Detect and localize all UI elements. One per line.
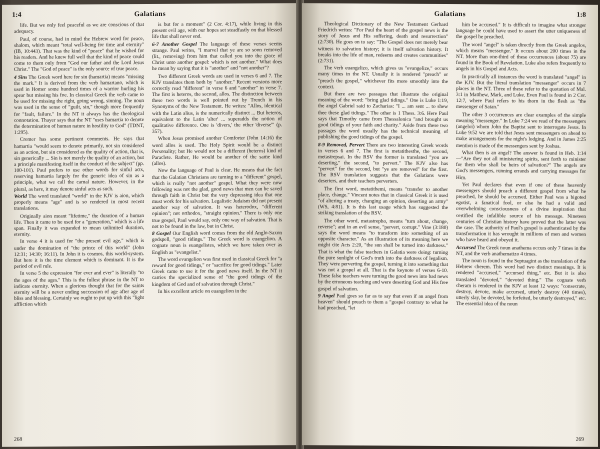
page-number-left: 268 (14, 436, 23, 443)
paragraph-text: Cremer has some pertinent comments. He says that hamartia "would seem to denote primarily, not sin considered as an action, but sin considered as the quality of action, that is, sin generically ... Sin is not merely the quality of an action, but a principle manifesting itself in the conduct of the subject" (pp. 100-101). Paul prefers to use other words for sinful acts, reserving hamartia largely for the generic idea of sin as a principle, what we call the carnal nature. However, in the plural, as here, it may denote sinful acts as such. (14, 136, 144, 193)
chapter-verse-right: 1:8 (576, 10, 586, 19)
section-paragraph (318, 293, 448, 312)
section-paragraph (14, 193, 144, 212)
paragraph-text: But there are two passages that illustrate the original meaning of the word: "bring glad tidings." One is Luke 1:19, the angel Gabriel said to Zacharias: "I ... am sent ... to shew thee these glad tidings." The other is 1 Thess. 3:6. Here Paul says that Timothy came from Thessalonica "and brought us good tidings of your faith and charity." Aside from these two passages the word usually has the technical meaning of publishing the good tidings of the gospel. (318, 91, 448, 141)
section-paragraph (14, 74, 144, 136)
paragraph-text: The noun is found in the Septuagint as the translation of the Hebrew cherem. This word had two distinct meanings. It is rendered "accursed," "accursed thing," etc. But it is also translated "devoted," "devoted thing." The cognate verb cheram is rendered in the KJV at least 12 ways: "consecrate, destroy, devote, make accursed, utterly destroy (40 times), utterly slay, be devoted, be forfeited, be utterly destroyed," etc. The essential idea of the noun (456, 258, 586, 308)
paragraph-text: The language of these verses seems strange. Paul writes, "I marvel that ye are so soon removed (lit., removing) from him that called you into the grace of Christ unto another gospel: which is not another." What does he mean by saying that it is "another" and "not another"? (152, 40, 282, 73)
paragraph-text: The word evangelion was first used in classical Greek for "a reward for good tidings," or "sacrifice for good tidings." Later Greek came to use it for the good news itself. In the NT it carries the specialized sense of "the good tidings of the kingdom of God and of salvation through Christ." (152, 256, 282, 288)
paragraph (152, 21, 282, 40)
paragraph (456, 182, 586, 244)
paragraph (456, 150, 586, 182)
paragraph (14, 22, 144, 35)
paragraph-text: The other 3 occurrences are clear examples of the simple meaning "messenger." In Luke 7:24 we read of the messengers (angeloi) whom John the Baptist sent to interrogate Jesus. In Luke 9:52 we are told that Jesus sent messengers on ahead to make arrangements for the night's lodging. And in James 2:25 mention is made of the messengers sent by Joshua. (456, 111, 586, 150)
paragraph-text: Theological Dictionary of the New Testament Gerhard Friedrich writes: "For Paul the heart of the gospel news is the story of Jesus and His suffering, death and resurrection" (2:730). He goes on to say: "The Gospel does not merely bear witness to salvation history; it is itself salvation history. It breaks into the life of man, redeems and creates communities" (2:731). (318, 21, 448, 65)
paragraph-text: In verse 5 the expression "for ever and ever" is literally "to the ages of the ages." This is the fullest phrase in the NT to indicate eternity. When a glorious thought that for the saints eternity will be a never ending succession of age after age of bliss and blessing. Certainly we ought to put up with this "light affliction which (14, 270, 144, 309)
section-heading: 6-7 Another Gospel (152, 41, 197, 48)
section-paragraph (152, 41, 282, 73)
paragraph-text: Paul goes so far as to say that even if an angel from heaven" should preach to them a "gospel contrary to what he had preached, "let (318, 293, 448, 312)
chapter-verse-left: 1:4 (12, 10, 22, 19)
paragraph (152, 136, 282, 168)
paragraph-text: There are two interesting Greek words in verses 6 and 7. The first is metatithesthe, the second, metastrepsai. In the RSV the former is translated "you are deserting," the second, "to pervert." The KJV also has "pervert" for the second, but "ye are removed" for the first. The RSV translation suggests that the Galatians were deserters, and their teachers perverters. (318, 142, 448, 186)
book-title-left: Galatians (134, 9, 166, 19)
paragraph-text: Two different Greek words are used in verses 6 and 7. The KJV translates them both by "another." Recent versions more correctly read "different" in verse 6 and "another" in verse 7. The first is heteros, the second, allos. The distinction between these two words is well pointed out by Trench in his Synonyms of the New Testament. He writes: "Allos, identical with the Latin alius, is the numerically distinct ... But heteros, equivalent to the Latin 'alter' ... superadds the notion of qualitative difference. One is 'divers,' the other 'diverse'" (p. 357). (152, 72, 282, 136)
paragraph-text: Our English word comes from the old Anglo-Saxon godspell, "good tidings." The Greek word is euangelion. A cognate noun is euangelistes, which we have taken over as English as "evangelist." (152, 230, 282, 256)
paragraph (14, 213, 144, 238)
left-column-2 (152, 21, 282, 430)
right-column-1 (318, 21, 448, 430)
paragraph (14, 238, 144, 270)
paragraph-text: The word translated "world" in the KJV is aion, which properly means "age" and is so rendered in most recent translations. (14, 193, 144, 213)
section-heading: 8-9 Removed, Pervert (318, 141, 365, 149)
paragraph-text: Originally aion meant "lifetime," the duration of a human life. Then it came to be used for a "generation," which is a life span. Finally it was expanded to mean unlimited duration, eternity. (14, 212, 144, 238)
paragraph-text: life. But we only feel peaceful as we are conscious of that adequacy. (14, 22, 144, 35)
paragraph-text: The Greek noun anathema occurs only 7 times in the NT, and the verb anathematizo 4 times. (456, 244, 586, 258)
paragraph (152, 168, 282, 230)
paragraph (456, 22, 586, 41)
section-paragraph (318, 142, 448, 186)
right-column-2 (456, 22, 586, 431)
paragraph-text: The other word, metastrepho, means "turn about, change, reverse"; and in an evil sense, "pervert, corrupt." Vine (3:180) says the word means "to transform into something of an opposite character." As an illustration of its meaning here we might cite Acts 2:20, "the sun shall be turned into darkness." That is what the false teachers in Galatia were doing: turning the pure sunlight of God's truth into the darkness of legalism. They were perverting the gospel, turning it into something that was not a gospel at all. That is the keynote of verses 6-10. These false teachers were turning the good news into bad news by the erroneous teaching and were deserting God and His free gospel of salvation. (318, 218, 448, 292)
paragraph (318, 21, 448, 65)
paragraph (152, 288, 282, 295)
paragraph-text: In practically all instances the word is translated "angel" in the KJV. But the literal translation "messenger" occurs in 7 places in the NT. Three of these refer to the quotation of Mal. 3:1 in Matthew, Mark, and Luke. Even Paul is found in 2 Cor. 12:7, where Paul refers to his thorn in the flesh as "the messenger of Satan." (456, 73, 586, 111)
paragraph (152, 73, 282, 135)
paragraph-text: In verse 4 it is used for "the present evil age," which is under the domination of "the prince of this world" (John 12:31; 14:30; 16:11). In John it is cosmos, this world-system. But here it is the time element which is dominant. It is the period of evil rule. (14, 238, 144, 270)
left-page (2, 3, 298, 447)
paragraph (14, 270, 144, 308)
section-heading: 8 Gospel (152, 230, 171, 238)
paragraph (14, 136, 144, 192)
paragraph (318, 186, 448, 218)
book-title-right: Galatians (434, 9, 466, 19)
paragraph (152, 256, 282, 288)
section-heading: 4 Sins (14, 74, 28, 81)
paragraph (456, 42, 586, 74)
section-heading: World (14, 193, 27, 200)
paragraph-text: The first word, metatithemi, means "transfer to another place, change." Vincent notes that in classical Greek it is used "of altering a treaty, changing an opinion, deserting an army" (WS, 4:81). It is this last usage which has suggested the striking translation of the RSV. (318, 186, 448, 218)
paragraph (456, 74, 586, 112)
left-column-1 (14, 22, 144, 431)
paragraph-text: Yet Paul declares that even if one of these heavenly messengers should preach a different gospel from what he preached, he should be accursed. Either Paul was a bigoted egotist, a fanatical fool, or else he had a valid and overwhelming consciousness of a divine inspiration that certified the infallible source of his message. Nineteen centuries of Christian history have proved that the latter was the case. The authority of Paul's gospel is authenticated by the transformation it has wrought in millions of men and women who have heard and obeyed it. (456, 181, 586, 244)
paragraph (456, 112, 586, 150)
paragraph-text: him be accursed." It is difficult to imagine what stronger language he could have used to assert the utter uniqueness of the gospel he preached. (456, 22, 586, 41)
paragraph-text: is but for a moment" (2 Cor. 4:17), while living in this present evil age, with our hopes set steadfastly on that blessed life that shall never end. (152, 21, 282, 41)
paragraph-text: What then is an angel? The answer is found in Heb. 1:14—"Are they not all ministering spirits, sent forth to minister for them who shall be heirs of salvation?" The angels are God's messengers, running errands and carrying messages for Him. (456, 149, 586, 181)
section-paragraph (456, 245, 586, 258)
paragraph-text: Now the language of Paul is clear. He means that the fact that the Galatian Christians are turning to a "different" gospel, which is really "not another" gospel. What they were now following was not the glad, good news that men can be saved through faith in Christ but the very depressing idea that one must work for his salvation. Legalistic Judaism did not present another way of salvation. It was heterodox, "different opinion"; not orthodox, "straight opinion." There is only one true gospel, Paul would say, only one way of salvation. That is not to be found in the law, but in Christ. (152, 167, 282, 230)
section-heading: Accursed (456, 244, 476, 251)
paragraph (318, 65, 448, 90)
right-page (302, 3, 598, 447)
section-heading: 9 Angel (318, 293, 335, 300)
paragraph-text: The Greek word here for sin (hamartia) means "missing the mark." It is derived from the verb hamartano, which is used in Homer some hundred times of a warrior hurling his spear but missing his foe. In classical Greek the verb came to be used for missing the right, going wrong, sinning. The noun was used in the sense of "guilt, sin," though more frequently for "fault, failure." In the NT it always has the theological connotation. Thayer says that the NT "uses hamartia to denote the determination of human nature in hostility to God" (TDNT, 1:295). (14, 73, 144, 136)
paragraph-text: The verb euangelizo, which gives us "evangelize," occurs many times in the NT. Usually it is rendered "preach" or "preach the gospel," whichever fits more smoothly into the context. (318, 65, 448, 91)
paragraph (318, 91, 448, 141)
section-paragraph (152, 230, 282, 255)
paragraph-text: Paul, of course, had in mind the Hebrew word for peace, shalom, which meant "total well-being for time and eternity" (IB, 10:443). That was the kind of "peace" that he wished for his readers. And he knew full well that the kind of peace could come to them only from "God our father and the Lord Jesus Christ." The "God of peace" is the only source of true peace. (14, 35, 144, 74)
paragraph-text: The word "angel" is taken directly from the Greek angelos, which means "messenger." It occurs about 200 times in the NT. More than one-third of these occurrences (about 75) are found in the Book of Revelation. Luke also refers frequently to angels in his Gospel and Acts. (456, 41, 586, 73)
paragraph (318, 218, 448, 293)
paragraph-text: In his excellent article on euangelion in the (158, 288, 247, 295)
page-number-right: 269 (575, 436, 584, 443)
paragraph-text: When Jesus promised another Comforter (John 14:16) the word allos is used. The Holy Spirit would be a distinct Personality; but He would not be a different (heteros) kind of Paraclete. Rather, He would be another of the same kind (allos). (152, 135, 282, 167)
paragraph (14, 36, 144, 74)
paragraph (456, 258, 586, 308)
